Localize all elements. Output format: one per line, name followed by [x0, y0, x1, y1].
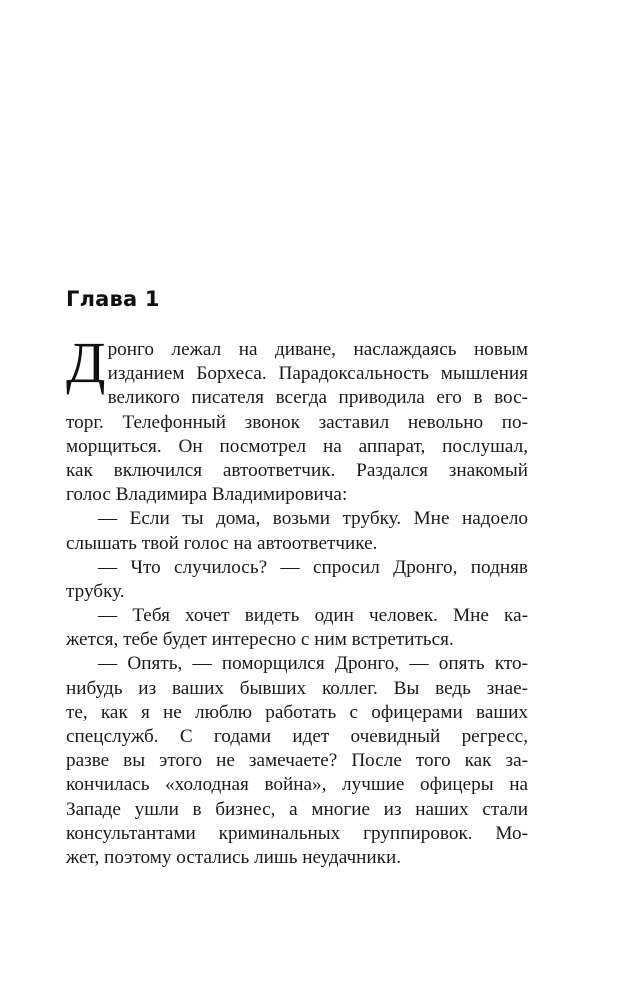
text-line: слышать твой голос на автоответчике. [66, 532, 378, 554]
chapter-title: Глава 1 [66, 287, 160, 311]
text-line: спецслужб. С годами идет очевидный регресс, [66, 726, 528, 747]
dialogue-line: — Опять, — поморщился Дронго, — опять кто- [98, 653, 528, 675]
text-line: разве вы этого не замечаете? После того как за- [66, 750, 528, 772]
drop-cap-letter: Д [66, 330, 106, 395]
text-line: морщиться. Он посмотрел на аппарат, послушал, [66, 435, 528, 457]
text-line: великого писателя всегда приводила его в вос- [107, 387, 528, 409]
text-line: как включился автоответчик. Раздался знакомый [66, 459, 528, 481]
text-line: ронго лежал на диване, наслаждаясь новым [107, 339, 528, 360]
dialogue-line: — Что случилось? — спросил Дронго, подняв [98, 556, 528, 578]
dialogue-line: — Тебя хочет видеть один человек. Мне ка- [98, 605, 528, 627]
text-line: те, как я не люблю работать с офицерами ваших [66, 701, 528, 723]
text-line: трубку. [66, 580, 125, 602]
first-paragraph-opening [66, 330, 528, 395]
dialogue-line: — Если ты дома, возьми трубку. Мне надоело [98, 508, 528, 530]
text-line: нибудь из ваших бывших коллег. Вы ведь знае- [66, 677, 528, 699]
text-line: консультантами криминальных группировок. Мо- [66, 822, 528, 844]
text-line: торг. Телефонный звонок заставил невольно по- [66, 411, 528, 433]
text-line: жется, тебе будет интересно с ним встретиться. [66, 629, 454, 651]
text-line: кончилась «холодная война», лучшие офицеры на [66, 774, 528, 796]
chapter-text [66, 330, 528, 870]
text-line: изданием Борхеса. Парадоксальность мышления [107, 363, 528, 385]
text-line: голос Владимира Владимировича: [66, 484, 348, 506]
text-line: жет, поэтому остались лишь неудачники. [66, 846, 402, 868]
text-line: Западе ушли в бизнес, а многие из наших стали [66, 798, 528, 820]
